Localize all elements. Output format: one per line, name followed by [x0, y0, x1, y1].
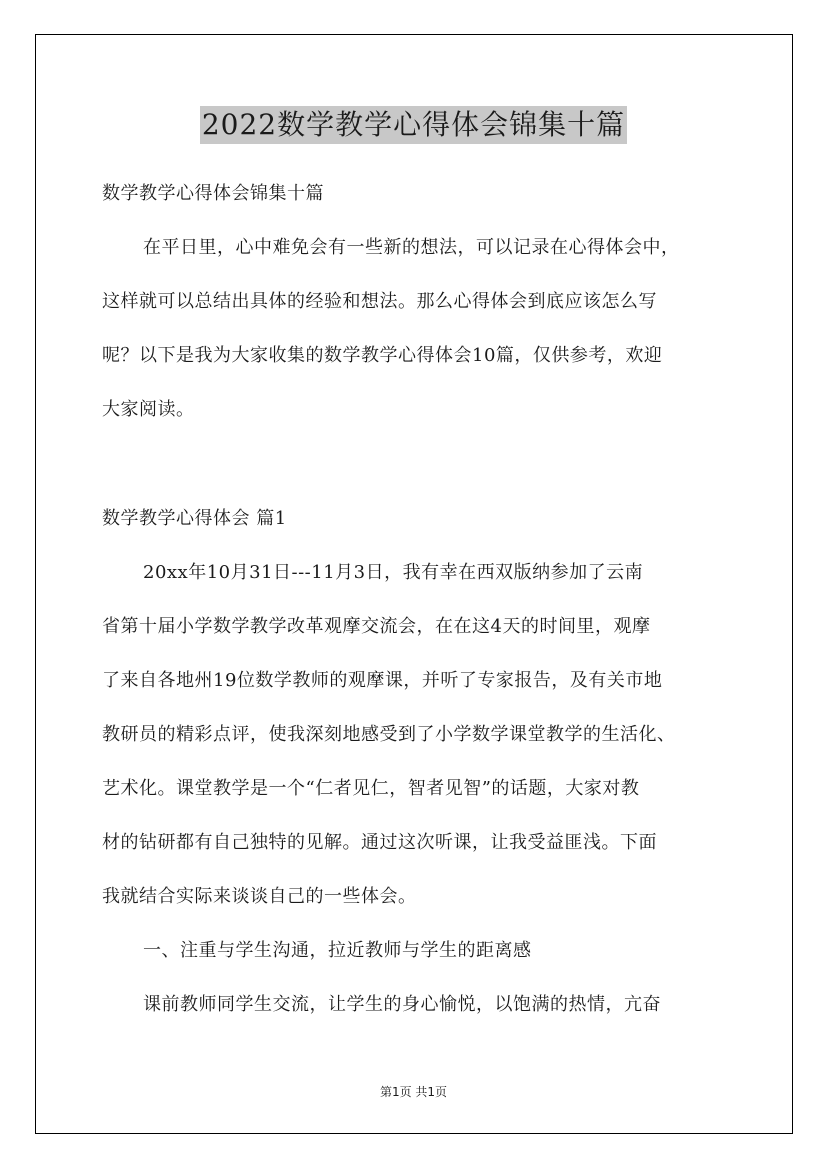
body-line: 艺术化。课堂教学是一个“仁者见仁，智者见智”的话题，大家对教 — [102, 778, 640, 799]
subsection-heading: 一、注重与学生沟通，拉近教师与学生的距离感 — [143, 940, 532, 961]
body-line: 省第十届小学数学教学改革观摩交流会，在在这4天的时间里，观摩 — [102, 616, 651, 637]
body-line: 材的钻研都有自己独特的见解。通过这次听课，让我受益匪浅。下面 — [102, 832, 657, 853]
page-footer: 第1页 共1页 — [379, 1085, 448, 1099]
body-line: 大家阅读。 — [102, 399, 195, 420]
body-line: 我就结合实际来谈谈自己的一些体会。 — [102, 886, 417, 907]
body-line: 课前教师同学生交流，让学生的身心愉悦，以饱满的热情，亢奋 — [143, 994, 661, 1015]
body-line: 这样就可以总结出具体的经验和想法。那么心得体会到底应该怎么写 — [102, 291, 657, 312]
document-title-text: 2022数学教学心得体会锦集十篇 — [200, 106, 627, 144]
subtitle-line: 数学教学心得体会锦集十篇 — [102, 183, 324, 204]
body-line: 了来自各地州19位数学教师的观摩课，并听了专家报告，及有关市地 — [102, 670, 663, 691]
body-line: 教研员的精彩点评，使我深刻地感受到了小学数学课堂教学的生活化、 — [102, 724, 676, 745]
body-line: 在平日里，心中难免会有一些新的想法，可以记录在心得体会中， — [143, 237, 680, 258]
body-line: 20xx年10月31日---11月3日，我有幸在西双版纳参加了云南 — [143, 562, 644, 583]
document-title — [0, 104, 827, 142]
body-line: 呢？以下是我为大家收集的数学教学心得体会10篇，仅供参考，欢迎 — [102, 345, 663, 366]
section-heading: 数学教学心得体会 篇1 — [102, 508, 287, 529]
